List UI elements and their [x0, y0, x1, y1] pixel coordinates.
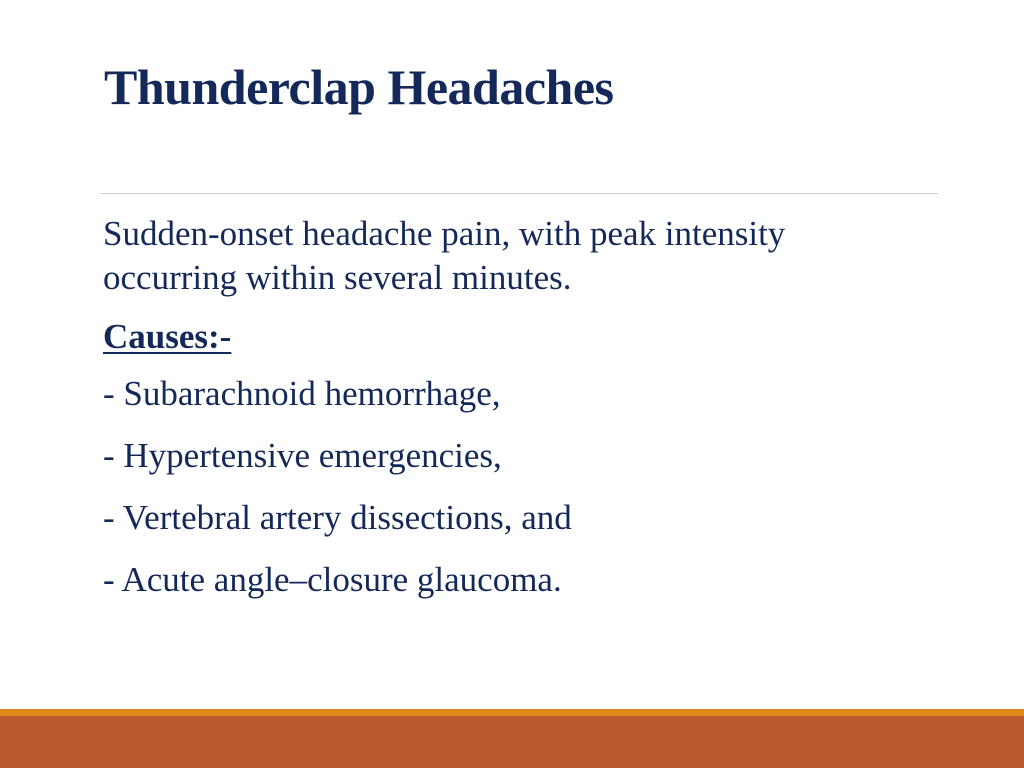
causes-list: [103, 372, 923, 602]
footer-band: [0, 716, 1024, 768]
cause-item-hypertensive: - Hypertensive emergencies,: [103, 436, 502, 475]
footer-accent-line: [0, 709, 1024, 716]
cause-item-glaucoma: - Acute angle–closure glaucoma.: [103, 560, 562, 599]
title-divider: [100, 193, 938, 194]
causes-heading: Causes:-: [103, 317, 232, 356]
intro-text: Sudden-onset headache pain, with peak intensity occurring within several minutes.: [103, 214, 786, 297]
cause-item-vertebral: - Vertebral artery dissections, and: [103, 498, 572, 537]
slide-body: [103, 212, 923, 620]
cause-item-subarachnoid: - Subarachnoid hemorrhage,: [103, 374, 501, 413]
slide-title: Thunderclap Headaches: [104, 59, 614, 115]
